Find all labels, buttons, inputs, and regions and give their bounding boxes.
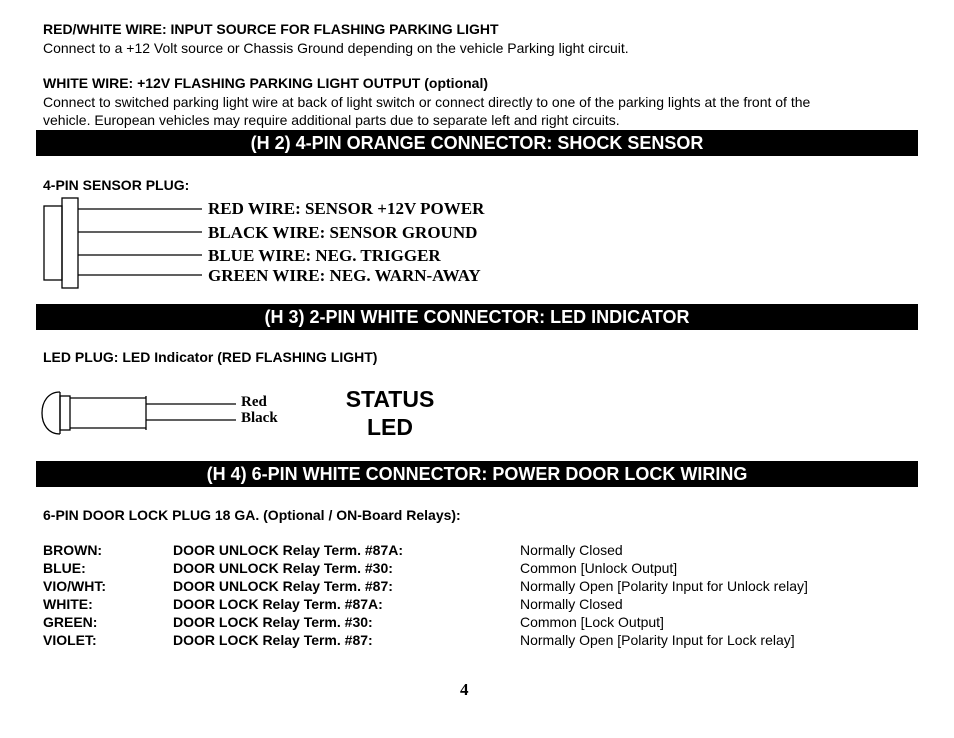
h3-section-bar: (H 3) 2-PIN WHITE CONNECTOR: LED INDICATOR: [36, 304, 918, 330]
table-row-wire: VIO/WHT:: [43, 578, 106, 594]
led-red-wire-label: Red: [241, 394, 267, 410]
table-row-wire: VIOLET:: [43, 632, 97, 648]
table-row-wire: GREEN:: [43, 614, 98, 630]
status-led-line2: LED: [367, 414, 413, 440]
table-row-desc: Common [Unlock Output]: [520, 560, 678, 576]
status-led-line1: STATUS: [345, 386, 435, 412]
white-wire-heading: WHITE WIRE: +12V FLASHING PARKING LIGHT OUTPUT (optional): [43, 75, 489, 91]
led-dome: [42, 392, 60, 434]
status-led-caption: [340, 385, 440, 441]
table-row-term: DOOR UNLOCK Relay Term. #30:: [173, 560, 393, 576]
table-row-desc: Common [Lock Output]: [520, 614, 664, 630]
table-row-desc: Normally Closed: [520, 542, 623, 558]
led-collar: [60, 396, 70, 430]
table-row-desc: Normally Open [Polarity Input for Lock relay]: [520, 632, 795, 648]
table-row-desc: Normally Open [Polarity Input for Unlock relay]: [520, 578, 808, 594]
table-row-term: DOOR UNLOCK Relay Term. #87:: [173, 578, 393, 594]
table-row-wire: BLUE:: [43, 560, 86, 576]
plug-body-inner: [62, 198, 78, 288]
h2-plug-title: 4-PIN SENSOR PLUG:: [43, 177, 190, 193]
blue-wire-label: BLUE WIRE: NEG. TRIGGER: [208, 246, 441, 265]
red-white-wire-heading: RED/WHITE WIRE: INPUT SOURCE FOR FLASHING PARKING LIGHT: [43, 21, 499, 37]
white-wire-body-line2: vehicle. European vehicles may require additional parts due to separate left and right circuits.: [43, 112, 620, 128]
table-row-wire: BROWN:: [43, 542, 103, 558]
table-row-desc: Normally Closed: [520, 596, 623, 612]
table-row-term: DOOR LOCK Relay Term. #87A:: [173, 596, 383, 612]
table-row-term: DOOR LOCK Relay Term. #87:: [173, 632, 373, 648]
led-indicator-diagram: [36, 386, 246, 440]
green-wire-label: GREEN WIRE: NEG. WARN-AWAY: [208, 266, 481, 285]
red-white-wire-body: Connect to a +12 Volt source or Chassis Ground depending on the vehicle Parking light circuit.: [43, 40, 629, 56]
plug-body-outer: [44, 206, 62, 280]
white-wire-body-line1: Connect to switched parking light wire at back of light switch or connect directly to one of the parking lights at the front of the: [43, 94, 811, 110]
h4-section-bar: (H 4) 6-PIN WHITE CONNECTOR: POWER DOOR LOCK WIRING: [36, 461, 918, 487]
led-black-wire-label: Black: [241, 410, 278, 426]
four-pin-sensor-plug-diagram: [40, 196, 210, 290]
table-row-wire: WHITE:: [43, 596, 93, 612]
table-row-term: DOOR UNLOCK Relay Term. #87A:: [173, 542, 404, 558]
h3-plug-title: LED PLUG: LED Indicator (RED FLASHING LIGHT): [43, 349, 378, 365]
table-row-term: DOOR LOCK Relay Term. #30:: [173, 614, 373, 630]
h4-plug-title: 6-PIN DOOR LOCK PLUG 18 GA. (Optional / ON-Board Relays):: [43, 507, 461, 523]
h2-section-bar: (H 2) 4-PIN ORANGE CONNECTOR: SHOCK SENSOR: [36, 130, 918, 156]
red-wire-label: RED WIRE: SENSOR +12V POWER: [208, 199, 485, 218]
black-wire-label: BLACK WIRE: SENSOR GROUND: [208, 223, 478, 242]
page-number: 4: [460, 680, 469, 699]
